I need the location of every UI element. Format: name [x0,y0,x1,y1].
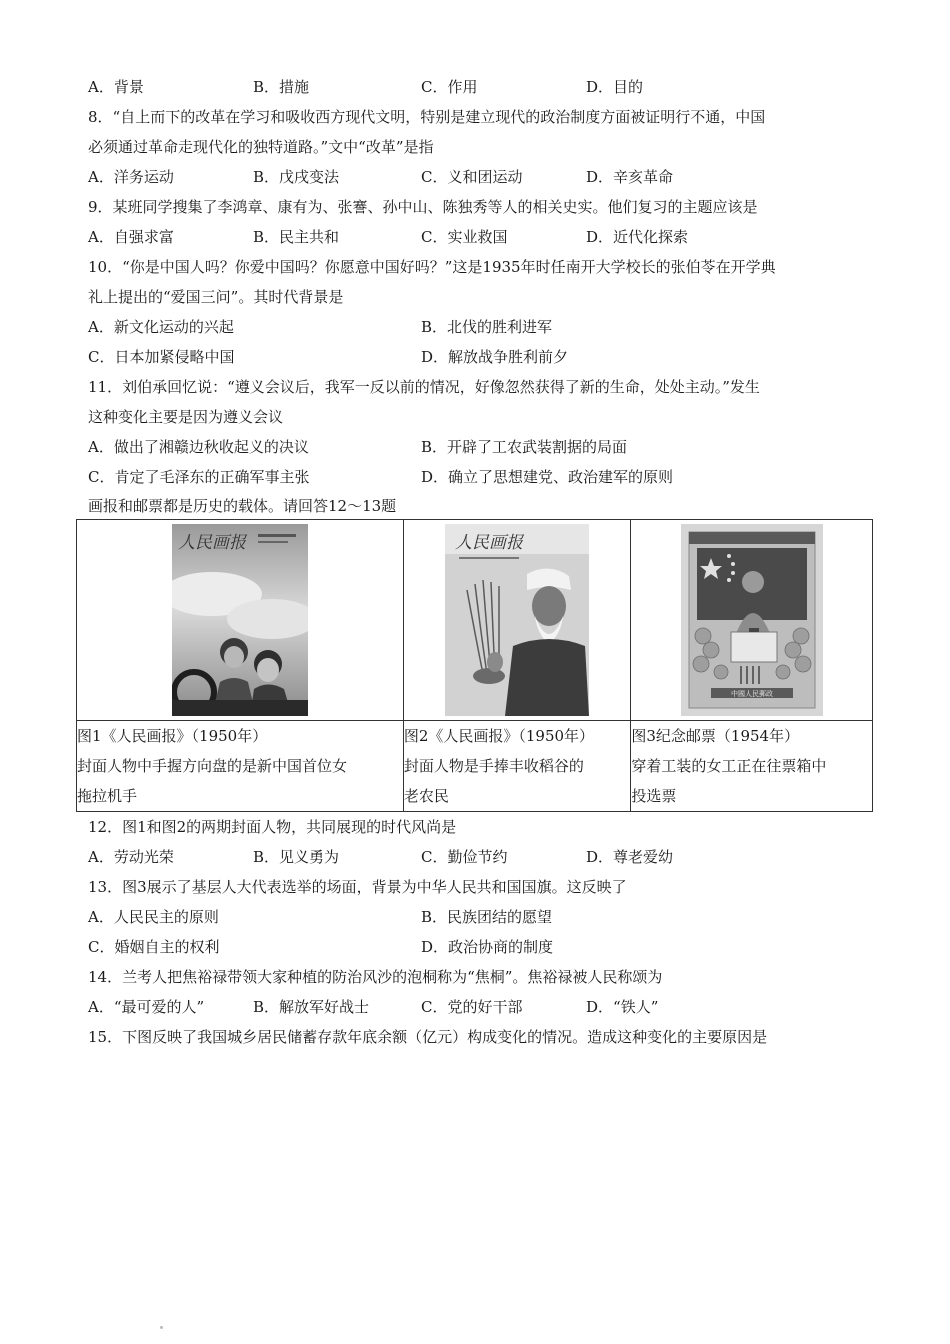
figure-1-caption [77,721,404,812]
q14-option-b[interactable]: B．解放军好战士 [253,998,370,1016]
q10-stem-line2: 礼上提出的“爱国三问”。其时代背景是 [88,288,344,306]
q10-option-b[interactable]: B．北伐的胜利进军 [421,318,553,336]
figure-1-desc-line2: 拖拉机手 [77,787,138,805]
q10-options-row2 [88,342,868,372]
q8-stem-line1: 8．“自上而下的改革在学习和吸收西方现代文明，特别是建立现代的政治制度方面被证明行不通，中国 [88,108,766,126]
figure-2-image-cell [403,520,631,721]
figure-1-desc-line1: 封面人物中手握方向盘的是新中国首位女 [77,757,348,775]
figure-2-cover-image [445,524,589,716]
q11-option-a[interactable]: A．做出了湘赣边秋收起义的决议 [88,438,309,456]
q9-option-a[interactable]: A．自强求富 [88,228,174,246]
q7-option-a[interactable]: A．背景 [88,78,144,96]
figure-2-desc-line2: 老农民 [403,787,449,805]
q13-stem: 13．图3展示了基层人大代表选举的场面，背景为中华人民共和国国旗。这反映了 [88,878,627,896]
q10-option-a[interactable]: A．新文化运动的兴起 [88,318,234,336]
q11-stem-line1: 11．刘伯承回忆说：“遵义会议后，我军一反以前的情况，好像忽然获得了新的生命，处处主动。”发生 [88,378,760,396]
q14-stem: 14．兰考人把焦裕禄带领大家种植的防治风沙的泡桐称为“焦桐”。焦裕禄被人民称颂为 [88,968,663,986]
q9-option-d[interactable]: D．近代化探索 [586,228,689,246]
figure-2-masthead: 人民画报 [455,533,524,553]
figure-3-image-cell [631,520,873,721]
q10-option-d[interactable]: D．解放战争胜利前夕 [421,348,569,366]
q8-option-c[interactable]: C．义和团运动 [421,168,523,186]
q14-option-c[interactable]: C．党的好干部 [421,998,523,1016]
figure-3-stamp-image [681,524,823,716]
q12-option-c[interactable]: C．勤俭节约 [421,848,508,866]
q9-option-c[interactable]: C．实业救国 [421,228,508,246]
q11-option-d[interactable]: D．确立了思想建党、政治建军的原则 [421,468,674,486]
q12-option-b[interactable]: B．见义勇为 [253,848,340,866]
figure-1-title: 图1《人民画报》（1950年） [77,727,268,745]
figure-2-desc-line1: 封面人物是手捧丰收稻谷的 [403,757,584,775]
figure-2-title: 图2《人民画报》（1950年） [403,727,595,745]
q10-option-c[interactable]: C．日本加紧侵略中国 [88,348,235,366]
figure-3-postal-label: 中國人民郵政 [730,690,773,698]
q8-option-b[interactable]: B．戊戌变法 [253,168,340,186]
q9-stem: 9．某班同学搜集了李鸿章、康有为、张謇、孙中山、陈独秀等人的相关史实。他们复习的主题应该是 [88,198,758,216]
q12-option-a[interactable]: A．劳动光荣 [88,848,174,866]
figure-3-desc-line2: 投选票 [631,787,677,805]
q10-options-row1 [88,312,868,342]
footer-mark [160,1326,163,1329]
figure-3-title: 图3纪念邮票（1954年） [631,727,800,745]
figure-1-masthead: 人民画报 [177,533,246,553]
q13-options-row1 [88,902,868,932]
q13-option-b[interactable]: B．民族团结的愿望 [421,908,553,926]
q15-stem: 15．下图反映了我国城乡居民储蓄存款年底余额（亿元）构成变化的情况。造成这种变化的主要原因是 [88,1028,768,1046]
q7-option-c[interactable]: C．作用 [421,78,478,96]
q12-stem: 12．图1和图2的两期封面人物，共同展现的时代风尚是 [88,818,457,836]
figure-1-cover-image [172,524,308,716]
figure-1-image-cell [77,520,404,721]
figure-3-caption [631,721,873,812]
q8-option-a[interactable]: A．洋务运动 [88,168,174,186]
q8-option-d[interactable]: D．辛亥革命 [586,168,674,186]
q14-options [88,992,868,1022]
q14-option-d[interactable]: D．“铁人” [586,998,659,1016]
intro-12-13: 画报和邮票都是历史的载体。请回答12～13题 [88,497,397,515]
q14-option-a[interactable]: A．“最可爱的人” [88,998,205,1016]
q9-option-b[interactable]: B．民主共和 [253,228,340,246]
q13-option-a[interactable]: A．人民民主的原则 [88,908,219,926]
q7-option-d[interactable]: D．目的 [586,78,644,96]
q12-options [88,842,868,872]
q11-options-row2 [88,462,868,492]
q11-stem-line2: 这种变化主要是因为遵义会议 [88,408,284,426]
q12-option-d[interactable]: D．尊老爱幼 [586,848,674,866]
q13-option-c[interactable]: C．婚姻自主的权利 [88,938,220,956]
q9-options [88,222,868,252]
q11-options-row1 [88,432,868,462]
q13-option-d[interactable]: D．政治协商的制度 [421,938,554,956]
q7-options [88,72,868,102]
q8-options [88,162,868,192]
q13-options-row2 [88,932,868,962]
q7-option-b[interactable]: B．措施 [253,78,310,96]
q11-option-c[interactable]: C．肯定了毛泽东的正确军事主张 [88,468,310,486]
figure-2-caption [403,721,631,812]
q10-stem-line1: 10．“你是中国人吗？你爱中国吗？你愿意中国好吗？”这是1935年时任南开大学校长的张伯苓在开学典 [88,258,776,276]
figure-table [76,519,873,812]
q11-option-b[interactable]: B．开辟了工农武装割据的局面 [421,438,628,456]
figure-3-desc-line1: 穿着工装的女工正在往票箱中 [631,757,827,775]
q8-stem-line2: 必须通过革命走现代化的独特道路。”文中“改革”是指 [88,138,434,156]
